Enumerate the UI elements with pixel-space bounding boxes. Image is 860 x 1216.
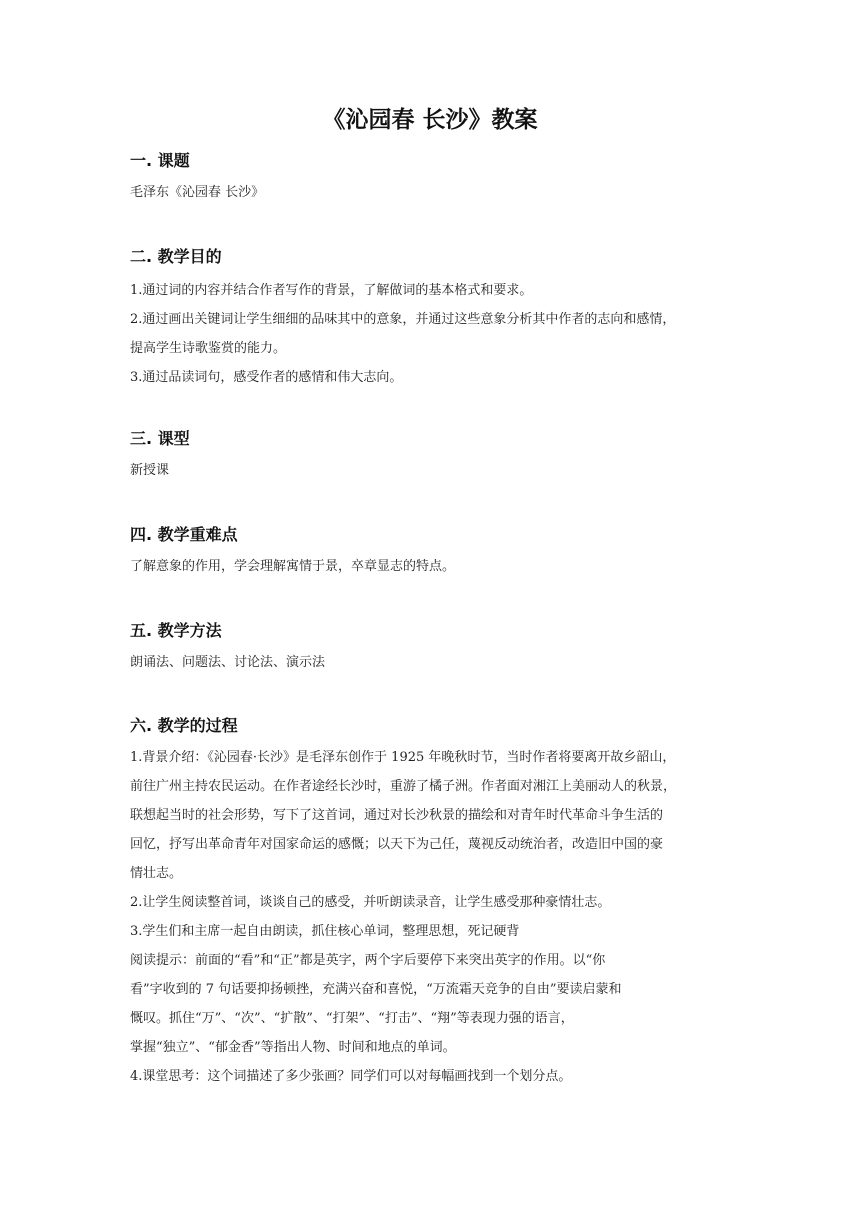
body-line: 毛泽东《沁园春 长沙》 (130, 185, 265, 200)
body-line: 联想起当时的社会形势，写下了这首词，通过对长沙秋景的描绘和对青年时代革命斗争生活的 (130, 808, 664, 823)
body-line: 3.通过品读词句，感受作者的感情和伟大志向。 (130, 370, 403, 385)
section-heading-methods: 五. 教学方法 (130, 621, 222, 640)
body-line: 3.学生们和主席一起自由朗读，抓住核心单词，整理思想，死记硬背 (130, 924, 520, 939)
body-line: 2.让学生阅读整首词，谈谈自己的感受，并听朗读录音，让学生感受那种豪情壮志。 (130, 895, 611, 910)
body-line: 新授课 (130, 463, 170, 478)
body-line: 4.课堂思考：这个词描述了多少张画？同学们可以对每幅画找到一个划分点。 (130, 1069, 572, 1084)
section-body-objectives (130, 276, 730, 392)
section-heading-objectives: 二. 教学目的 (130, 247, 222, 266)
body-line: 回忆，抒写出革命青年对国家命运的感慨；以天下为己任，蔑视反动统治者，改造旧中国的豪 (130, 837, 664, 852)
section-body-methods (130, 648, 730, 677)
document-title: 《沁园春 长沙》教案 (322, 107, 538, 133)
section-heading-process: 六. 教学的过程 (130, 716, 238, 735)
body-line: 前往广州主持农民运动。在作者途经长沙时，重游了橘子洲。作者面对湘江上美丽动人的秋景， (130, 779, 677, 794)
section-body-key-points (130, 552, 730, 581)
body-line: 看”字收到的 7 句话要抑扬顿挫，充满兴奋和喜悦，“万流霜天竞争的自由”要读启蒙和 (130, 982, 622, 997)
section-heading-lesson-type: 三. 课型 (130, 429, 190, 448)
body-line: 朗诵法、问题法、讨论法、演示法 (130, 655, 326, 670)
section-body-topic (130, 178, 730, 207)
body-line: 掌握“独立”、“郁金香”等指出人物、时间和地点的单词。 (130, 1040, 456, 1055)
body-line: 1.背景介绍：《沁园春·长沙》是毛泽东创作于 1925 年晚秋时节，当时作者将要离开故乡韶山， (130, 750, 676, 765)
body-line: 阅读提示：前面的“看”和“正”都是英字，两个字后要停下来突出英字的作用。以“你 (130, 953, 606, 968)
section-body-process (130, 743, 730, 1091)
section-heading-topic: 一. 课题 (130, 151, 190, 170)
section-body-lesson-type (130, 456, 730, 485)
body-line: 了解意象的作用，学会理解寓情于景，卒章显志的特点。 (130, 559, 456, 574)
body-line: 提高学生诗歌鉴赏的能力。 (130, 341, 287, 356)
body-line: 2.通过画出关键词让学生细细的品味其中的意象，并通过这些意象分析其中作者的志向和感情， (130, 312, 676, 327)
section-heading-key-points: 四. 教学重难点 (130, 525, 238, 544)
body-line: 1.通过词的内容并结合作者写作的背景，了解做词的基本格式和要求。 (130, 283, 533, 298)
body-line: 情壮志。 (130, 866, 183, 881)
body-line: 慨叹。抓住“万”、“次”、“扩散”、“打架”、“打击”、“翔”等表现力强的语言， (130, 1011, 574, 1026)
